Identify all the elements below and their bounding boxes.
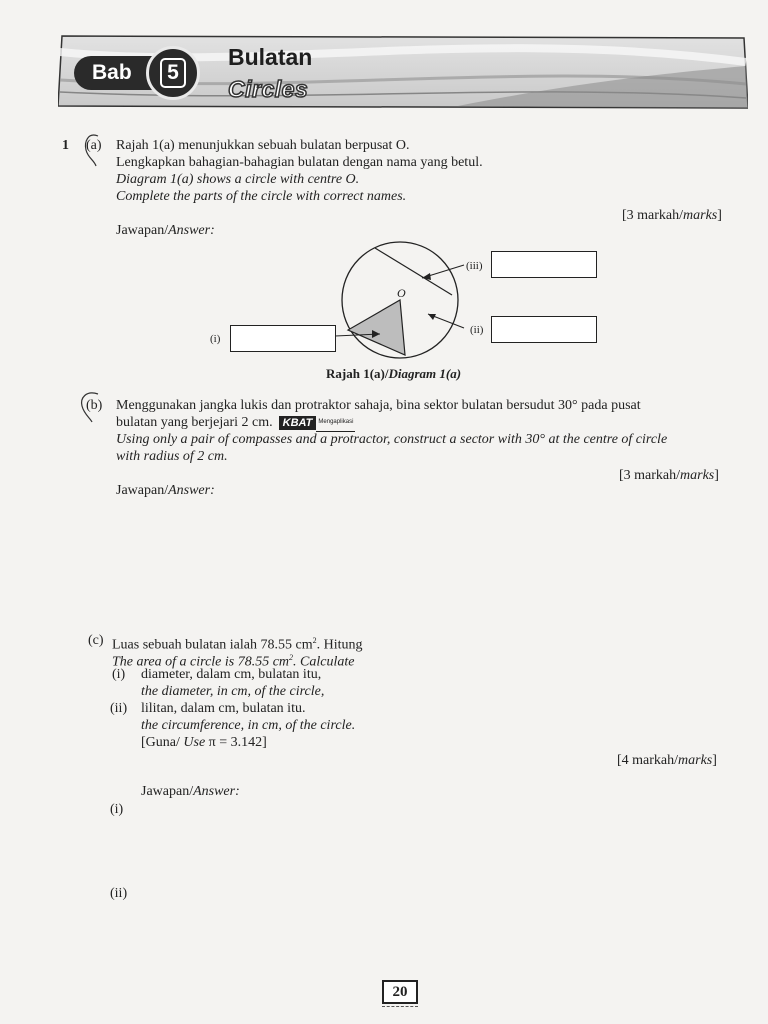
- kbat-badge: KBAT: [279, 416, 317, 430]
- page-number: 20: [382, 980, 418, 1004]
- label-ii: (ii): [470, 324, 484, 336]
- centre-label-o: O: [397, 286, 406, 300]
- part-c-sub-i-en: the diameter, in cm, of the circle,: [141, 684, 325, 699]
- part-a-text-en-2: Complete the parts of the circle with correct names.: [116, 189, 407, 204]
- kbat-subtitle: Mengaplikasi: [316, 414, 355, 432]
- part-c-pi-note: [Guna/ Use π = 3.142]: [141, 735, 267, 750]
- part-b-text-ms-2: bulatan yang berjejari 2 cm. KBAT Mengaplikasi: [116, 415, 354, 431]
- answer-box-iii[interactable]: [491, 251, 597, 278]
- part-c-sub-i-label: (i): [112, 667, 126, 682]
- chapter-badge-label: Bab: [74, 56, 174, 90]
- chapter-title-malay: Bulatan: [228, 44, 313, 70]
- part-b-text-ms-1: Menggunakan jangka lukis dan protraktor sahaja, bina sektor bulatan bersudut 30° pada pusat: [116, 398, 641, 413]
- part-c-marks: [4 markah/marks]: [617, 753, 717, 768]
- part-a-text-ms-2: Lengkapkan bahagian-bahagian bulatan dengan nama yang betul.: [116, 155, 483, 170]
- chapter-number-badge: [146, 46, 200, 100]
- handwritten-circle-mark: [80, 130, 104, 170]
- part-a-label: (a): [86, 138, 102, 153]
- chapter-number: 5: [160, 58, 186, 88]
- part-b-answer-label: Jawapan/Answer:: [116, 483, 215, 498]
- part-b-text-en-1: Using only a pair of compasses and a protractor, construct a sector with 30° at the centre of circle: [116, 432, 668, 447]
- part-c-answer-i: (i): [110, 802, 124, 817]
- part-b-marks: [3 markah/marks]: [619, 468, 719, 483]
- part-c-sub-ii-ms: lilitan, dalam cm, bulatan itu.: [141, 701, 306, 716]
- part-c-label: (c): [88, 633, 104, 648]
- part-c-sub-i-ms: diameter, dalam cm, bulatan itu,: [141, 667, 322, 682]
- part-b-text-en-2: with radius of 2 cm.: [116, 449, 228, 464]
- answer-box-ii[interactable]: [491, 316, 597, 343]
- part-a-marks: [3 markah/marks]: [622, 208, 722, 223]
- part-a-text-en-1: Diagram 1(a) shows a circle with centre O.: [116, 172, 360, 187]
- diagram-caption: Rajah 1(a)/Diagram 1(a): [326, 366, 462, 381]
- answer-box-i[interactable]: [230, 325, 336, 352]
- part-c-answer-ii: (ii): [110, 886, 128, 901]
- chapter-title-english: Circles: [228, 76, 309, 102]
- part-a-text-ms-1: Rajah 1(a) menunjukkan sebuah bulatan berpusat O.: [116, 138, 410, 153]
- page-number-underline: [382, 1006, 418, 1010]
- part-c-text-ms: Luas sebuah bulatan ialah 78.55 $cm^2$. Hitung: [112, 636, 363, 653]
- label-iii: (iii): [466, 260, 483, 272]
- part-c-sub-ii-en: the circumference, in cm, of the circle.: [141, 718, 356, 733]
- part-c-answer-label: Jawapan/Answer:: [141, 784, 240, 799]
- label-i: (i): [210, 333, 221, 345]
- part-c-sub-ii-label: (ii): [110, 701, 128, 716]
- question-number: 1: [62, 138, 69, 153]
- part-c-text-en: The area of a circle is 78.55 $cm^2$. Calculate: [112, 653, 355, 670]
- part-a-answer-label: Jawapan/Answer:: [116, 223, 215, 238]
- part-b-label: (b): [86, 398, 103, 413]
